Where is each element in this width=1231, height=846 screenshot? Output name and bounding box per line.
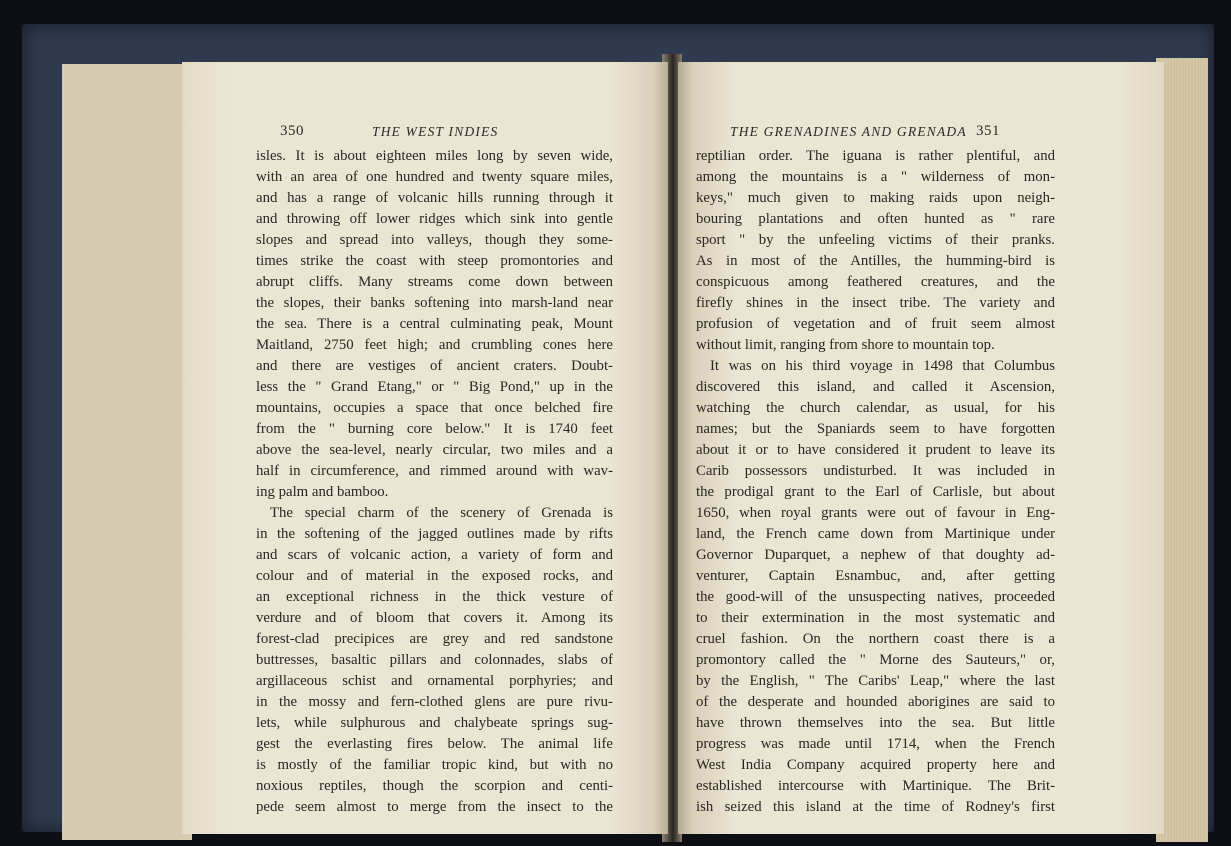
text-line: without limit, ranging from shore to mountain top. [696,337,995,353]
text-line: from the " burning core below." It is 1740 feet [256,421,613,437]
text-line: slopes and spread into valleys, though they some- [256,232,613,248]
text-line: sport " by the unfeeling victims of their pranks. [696,232,1055,248]
left-page-edges [62,64,192,840]
text-line: to their extermination in the most systematic and [696,610,1055,626]
text-line: of the desperate and hounded aborigines are said to [696,694,1055,710]
text-line: less the " Grand Etang," or " Big Pond," up in the [256,379,613,395]
text-line: in the softening of the jagged outlines made by rifts [256,526,613,542]
text-line: have thrown themselves into the sea. But little [696,715,1055,731]
text-line: isles. It is about eighteen miles long by seven wide, [256,148,613,164]
text-line: venturer, Captain Esnambuc, and, after getting [696,568,1055,584]
text-line: As in most of the Antilles, the humming-bird is [696,253,1055,269]
text-line: Governor Duparquet, a nephew of that doughty ad- [696,547,1055,563]
text-line: with an area of one hundred and twenty square miles, [256,169,613,185]
text-line: and scars of volcanic action, a variety of form and [256,547,613,563]
text-line: bouring plantations and often hunted as " rare [696,211,1055,227]
right-page-text [696,146,1055,818]
text-line: abrupt cliffs. Many streams come down between [256,274,613,290]
text-line: the good-will of the unsuspecting natives, proceeded [696,589,1055,605]
text-line: verdure and of bloom that covers it. Among its [256,610,613,626]
right-running-title: THE GRENADINES AND GRENADA [730,124,967,139]
text-line: established intercourse with Martinique. The Brit- [696,778,1055,794]
text-line: ish seized this island at the time of Rodney's first [696,799,1055,815]
text-line: discovered this island, and called it Ascension, [696,379,1055,395]
text-line: mountains, occupies a space that once belched fire [256,400,613,416]
text-line: colour and of material in the exposed rocks, and [256,568,613,584]
text-line: conspicuous among feathered creatures, and the [696,274,1055,290]
text-line: ing palm and bamboo. [256,484,389,500]
text-line: and throwing off lower ridges which sink into gentle [256,211,613,227]
text-line: Maitland, 2750 feet high; and crumbling cones here [256,337,613,353]
text-line: in the mossy and fern-clothed glens are pure rivu- [256,694,613,710]
text-line: the sea. There is a central culminating peak, Mount [256,316,613,332]
text-line: firefly shines in the insect tribe. The variety and [696,295,1055,311]
text-line: and has a range of volcanic hills running through it [256,190,613,206]
left-running-head [280,123,610,141]
text-line: about it or to have considered it prudent to leave its [696,442,1055,458]
left-page-number: 350 [280,123,304,139]
text-line: by the English, " The Caribs' Leap," where the last [696,673,1055,689]
text-line: pede seem almost to merge from the insect to the [256,799,613,815]
text-line: watching the church calendar, as usual, for his [696,400,1055,416]
text-line: cruel fashion. On the northern coast there is a [696,631,1055,647]
text-line: progress was made until 1714, when the French [696,736,1055,752]
text-line: 1650, when royal grants were out of favour in Eng- [696,505,1055,521]
text-line: land, the French came down from Martinique under [696,526,1055,542]
text-line: noxious reptiles, though the scorpion and centi- [256,778,613,794]
text-line: It was on his third voyage in 1498 that Columbus [710,358,1055,374]
right-page-number: 351 [976,123,1000,139]
text-line: West India Company acquired property here and [696,757,1055,773]
text-line: reptilian order. The iguana is rather plentiful, and [696,148,1055,164]
text-line: promontory called the " Morne des Sauteurs," or, [696,652,1055,668]
text-line: times strike the coast with steep promontories and [256,253,613,269]
text-line: above the sea-level, nearly circular, two miles and a [256,442,613,458]
text-line: the slopes, their banks softening into marsh-land near [256,295,613,311]
text-line: an exceptional richness in the thick vesture of [256,589,613,605]
text-line: buttresses, basaltic pillars and colonnades, slabs of [256,652,613,668]
text-line: the prodigal grant to the Earl of Carlisle, but about [696,484,1055,500]
text-line: among the mountains is a " wilderness of mon- [696,169,1055,185]
text-line: gest the everlasting fires below. The animal life [256,736,613,752]
text-line: The special charm of the scenery of Grenada is [270,505,613,521]
left-running-title: THE WEST INDIES [372,124,499,139]
right-running-head [730,123,1060,141]
text-line: profusion of vegetation and of fruit seem almost [696,316,1055,332]
text-line: argillaceous schist and ornamental porphyries; and [256,673,613,689]
text-line: half in circumference, and rimmed around with wav- [256,463,613,479]
text-line: Carib possessors undisturbed. It was included in [696,463,1055,479]
text-line: lets, while sulphurous and chalybeate springs sug- [256,715,613,731]
text-line: is mostly of the familiar tropic kind, but with no [256,757,613,773]
text-line: forest-clad precipices are grey and red sandstone [256,631,613,647]
text-line: keys," much given to making raids upon neigh- [696,190,1055,206]
text-line: and there are vestiges of ancient craters. Doubt- [256,358,613,374]
left-page-text [256,146,613,818]
text-line: names; but the Spaniards seem to have forgotten [696,421,1055,437]
